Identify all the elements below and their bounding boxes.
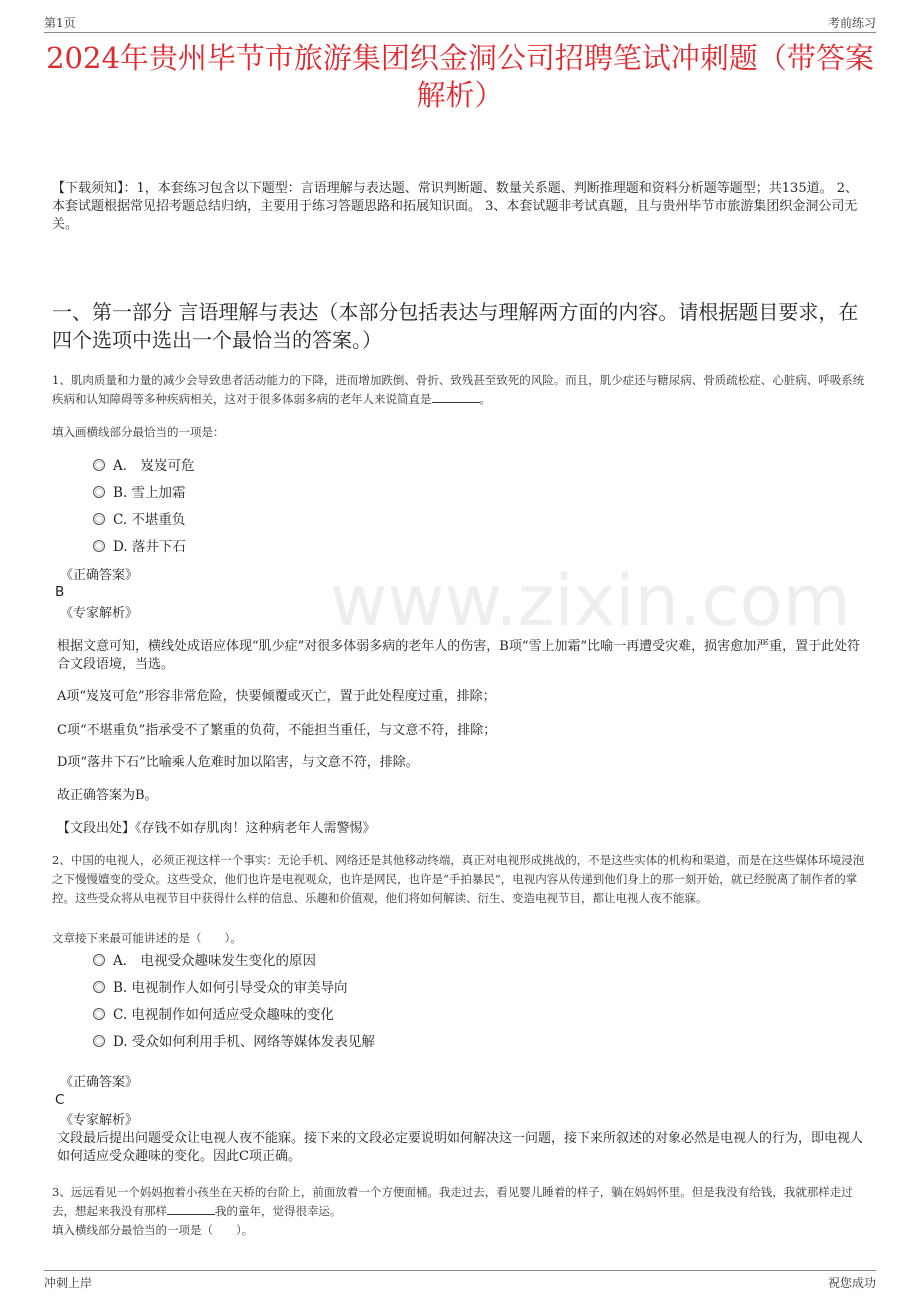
question-1-text: 1、肌肉质量和力量的减少会导致患者活动能力的下降，进而增加跌倒、骨折、致残甚至致死的风险。而且，肌少症还与糖尿病、骨质疏松症、心脏病、呼吸系统疾病和认知障碍等多种疾病相关，这对于很多体弱多病的老年人来说简直是 。 — [52, 373, 865, 406]
radio-icon[interactable] — [93, 540, 105, 552]
q1-analysis-label: 《专家解析》 — [60, 606, 139, 621]
footer-right: 祝您成功 — [827, 1276, 876, 1290]
section-heading: 一、第一部分 言语理解与表达（本部分包括表达与理解两方面的内容。请根据题目要求，在四个选项中选出一个最恰当的答案。） — [52, 300, 859, 352]
question-3-text: 3、远远看见一个妈妈抱着小孩坐在天桥的台阶上，前面放着一个方便面桶。我走过去，看见婴儿睡着的样子，躺在妈妈怀里。但是我没有给钱，我就那样走过去，想起来我没有那样 我的童年，觉得很幸运。 — [52, 1185, 853, 1218]
question-2-text: 2、中国的电视人，必须正视这样一个事实：无论手机、网络还是其他移动终端，真正对电视形成挑战的，不是这些实体的机构和渠道，而是在这些媒体环境浸泡之下慢慢嬗变的受众。这些受众，他们也许是电视观众，也许是网民，也许是“手拍暴民”，电视内容从传递到他们身上的那一刻开始，就已经脱离了制作者的掌控。这些受众将从电视节目中获得什么样的信息、乐趣和价值观，他们将如何解读、衍生、变造电视节目，都让电视人夜不能寐。 — [52, 853, 865, 905]
q1-analysis-p1: 根据文意可知，横线处成语应体现“肌少症”对很多体弱多病的老年人的伤害，B项“雪上加霜”比喻一再遭受灾难，损害愈加严重，置于此处符合文段语境，当选。 — [57, 639, 861, 672]
fill-blank — [167, 1204, 215, 1215]
download-notice: 【下载须知】：1，本套练习包含以下题型：言语理解与表达题、常识判断题、数量关系题、判断推理题和资料分析题等题型；共135道。 2、本套试题根据常见招考题总结归纳，主要用于练习答题思路和拓展知识面。 3、本套试题非考试真题，且与贵州毕节市旅游集团织金洞公司无关。 — [52, 181, 858, 232]
q2-option-b[interactable]: B. 电视制作人如何引导受众的审美导向 — [93, 979, 348, 997]
q2-analysis-label: 《专家解析》 — [60, 1113, 139, 1128]
q2-answer-label: 《正确答案》 — [60, 1075, 139, 1090]
page-header — [44, 12, 876, 33]
radio-icon[interactable] — [93, 981, 105, 993]
header-label: 考前练习 — [827, 16, 876, 30]
watermark: www.zixin.com — [330, 560, 851, 642]
q1-answer-label: 《正确答案》 — [60, 568, 139, 583]
radio-icon[interactable] — [93, 1008, 105, 1020]
q1-option-c[interactable]: C. 不堪重负 — [93, 511, 185, 529]
q1-analysis-p3: C项“不堪重负”指承受不了繁重的负荷，不能担当重任，与文意不符，排除； — [57, 723, 497, 738]
q1-analysis-p2: A项“岌岌可危”形容非常危险，快要倾覆或灭亡，置于此处程度过重，排除； — [57, 689, 496, 704]
q1-analysis-p5: 故正确答案为B。 — [57, 788, 158, 803]
q1-option-b[interactable]: B. 雪上加霜 — [93, 484, 186, 502]
q2-analysis: 文段最后提出问题受众让电视人夜不能寐。接下来的文段必定要说明如何解决这一问题，接下来所叙述的对象必然是电视人的行为，即电视人如何适应受众趣味的变化。因此C项正确。 — [57, 1131, 864, 1164]
footer-left: 冲刺上岸 — [44, 1276, 93, 1290]
page-footer — [44, 1270, 876, 1295]
radio-icon[interactable] — [93, 954, 105, 966]
page-number: 第1页 — [44, 16, 76, 30]
q2-option-c[interactable]: C. 电视制作如何适应受众趣味的变化 — [93, 1006, 334, 1024]
radio-icon[interactable] — [93, 459, 105, 471]
q2-option-a[interactable]: A． 电视受众趣味发生变化的原因 — [93, 952, 316, 970]
question-2-prompt: 文章接下来最可能讲述的是（ ）。 — [52, 931, 242, 945]
q1-analysis-p4: D项“落井下石”比喻乘人危难时加以陷害，与文意不符，排除。 — [57, 755, 419, 770]
document-title: 2024年贵州毕节市旅游集团织金洞公司招聘笔试冲刺题（带答案解析） — [46, 41, 874, 112]
q1-source: 【文段出处】《存钱不如存肌肉！这种病老年人需警惕》 — [57, 821, 376, 836]
radio-icon[interactable] — [93, 513, 105, 525]
radio-icon[interactable] — [93, 486, 105, 498]
radio-icon[interactable] — [93, 1035, 105, 1047]
question-3-prompt: 填入横线部分最恰当的一项是（ ）。 — [52, 1223, 254, 1237]
fill-blank — [432, 392, 480, 403]
q1-option-d[interactable]: D. 落井下石 — [93, 538, 186, 556]
question-1-prompt: 填入画横线部分最恰当的一项是： — [52, 425, 225, 439]
q1-answer: B — [55, 584, 65, 600]
q2-answer: C — [55, 1092, 65, 1108]
q1-option-a[interactable]: A． 岌岌可危 — [93, 457, 195, 475]
q2-option-d[interactable]: D. 受众如何利用手机、网络等媒体发表见解 — [93, 1033, 375, 1051]
